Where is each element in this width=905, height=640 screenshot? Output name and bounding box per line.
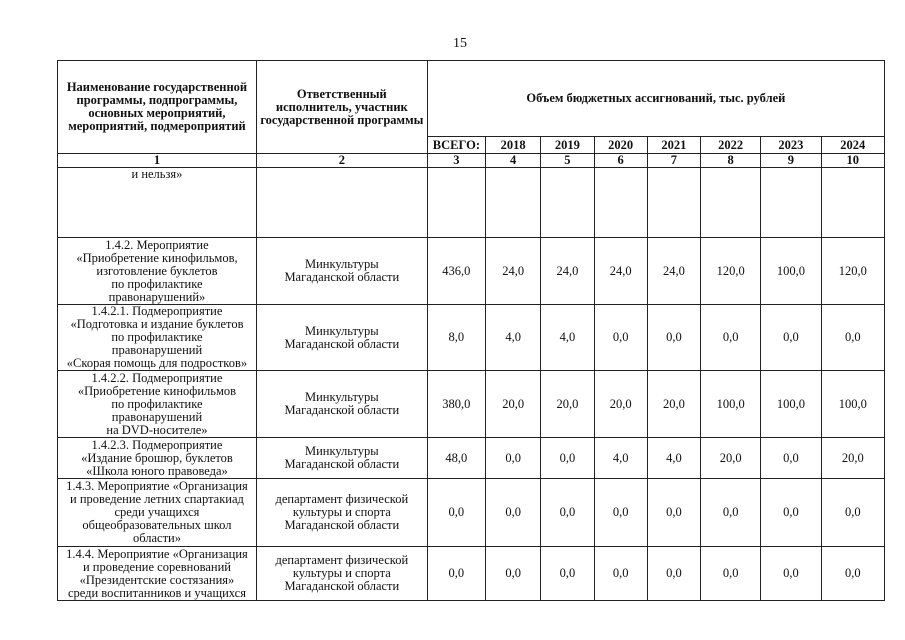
page-number: 15 [453,36,467,51]
column-index: 8 [701,154,761,168]
value-2021: 20,0 [647,371,700,438]
value-2024: 0,0 [821,547,884,601]
value-2024: 20,0 [821,438,884,479]
column-index: 10 [821,154,884,168]
value-2022: 0,0 [701,305,761,371]
value-2020: 4,0 [594,438,647,479]
value-2019: 4,0 [541,305,594,371]
value-2018: 0,0 [486,479,541,547]
header-year-2024: 2024 [821,137,884,154]
value-2020: 20,0 [594,371,647,438]
value-2018: 4,0 [486,305,541,371]
value-2023: 0,0 [761,479,821,547]
value-2018: 24,0 [486,238,541,305]
value-total: 48,0 [427,438,485,479]
column-index: 1 [58,154,257,168]
value-2018: 0,0 [486,547,541,601]
value-2023: 100,0 [761,371,821,438]
value-total: 0,0 [427,479,485,547]
value-2021: 0,0 [647,479,700,547]
value-2019 [541,168,594,238]
value-2022: 0,0 [701,479,761,547]
value-2020 [594,168,647,238]
value-2022 [701,168,761,238]
value-2019: 0,0 [541,479,594,547]
column-index: 3 [427,154,485,168]
value-2023: 100,0 [761,238,821,305]
row-name: 1.4.2.2. Подмероприятие «Приобретение кинофильмов по профилактике правонарушений на DVD-носителе» [58,371,257,438]
row-name: и нельзя» [58,168,257,238]
value-2022: 100,0 [701,371,761,438]
row-executor: департамент физической культуры и спорта Магаданской области [256,479,427,547]
budget-table [57,60,885,601]
value-2020: 0,0 [594,479,647,547]
value-total [427,168,485,238]
value-2023: 0,0 [761,438,821,479]
value-2018: 0,0 [486,438,541,479]
header-year-2021: 2021 [647,137,700,154]
value-2024 [821,168,884,238]
value-2023 [761,168,821,238]
row-name: 1.4.3. Мероприятие «Организация и проведение летних спартакиад среди учащихся общеобразовательных школ области» [58,479,257,547]
header-year-2018: 2018 [486,137,541,154]
row-name: 1.4.2.3. Подмероприятие «Издание брошюр, буклетов «Школа юного правоведа» [58,438,257,479]
header-executor: Ответственный исполнитель, участник государственной программы [256,61,427,154]
column-index: 6 [594,154,647,168]
value-2024: 0,0 [821,479,884,547]
row-name: 1.4.2. Мероприятие «Приобретение кинофильмов, изготовление буклетов по профилактике правонарушений» [58,238,257,305]
column-index: 7 [647,154,700,168]
row-name: 1.4.2.1. Подмероприятие «Подготовка и издание буклетов по профилактике правонарушений «Скорая помощь для подростков» [58,305,257,371]
value-2024: 120,0 [821,238,884,305]
value-2023: 0,0 [761,305,821,371]
value-2018: 20,0 [486,371,541,438]
value-2021: 24,0 [647,238,700,305]
row-executor: Минкультуры Магаданской области [256,438,427,479]
value-total: 436,0 [427,238,485,305]
value-total: 380,0 [427,371,485,438]
column-index: 4 [486,154,541,168]
column-index: 2 [256,154,427,168]
value-total: 8,0 [427,305,485,371]
header-budget: Объем бюджетных ассигнований, тыс. рублей [427,61,884,137]
value-2019: 24,0 [541,238,594,305]
row-executor: Минкультуры Магаданской области [256,305,427,371]
value-2020: 0,0 [594,305,647,371]
header-year-total: ВСЕГО: [427,137,485,154]
row-name: 1.4.4. Мероприятие «Организация и проведение соревнований «Президентские состязания» среди воспитанников и учащихся [58,547,257,601]
value-2022: 120,0 [701,238,761,305]
header-year-2020: 2020 [594,137,647,154]
value-2018 [486,168,541,238]
value-total: 0,0 [427,547,485,601]
column-index: 5 [541,154,594,168]
value-2024: 0,0 [821,305,884,371]
value-2019: 0,0 [541,438,594,479]
value-2023: 0,0 [761,547,821,601]
value-2021: 0,0 [647,547,700,601]
header-year-2023: 2023 [761,137,821,154]
value-2019: 0,0 [541,547,594,601]
value-2020: 0,0 [594,547,647,601]
value-2022: 0,0 [701,547,761,601]
column-index: 9 [761,154,821,168]
row-executor [256,168,427,238]
value-2020: 24,0 [594,238,647,305]
value-2021: 0,0 [647,305,700,371]
row-executor: департамент физической культуры и спорта Магаданской области [256,547,427,601]
header-name: Наименование государственной программы, подпрограммы, основных мероприятий, мероприятий, подмероприятий [58,61,257,154]
header-year-2019: 2019 [541,137,594,154]
header-year-2022: 2022 [701,137,761,154]
value-2021 [647,168,700,238]
value-2022: 20,0 [701,438,761,479]
value-2019: 20,0 [541,371,594,438]
value-2021: 4,0 [647,438,700,479]
row-executor: Минкультуры Магаданской области [256,238,427,305]
row-executor: Минкультуры Магаданской области [256,371,427,438]
value-2024: 100,0 [821,371,884,438]
